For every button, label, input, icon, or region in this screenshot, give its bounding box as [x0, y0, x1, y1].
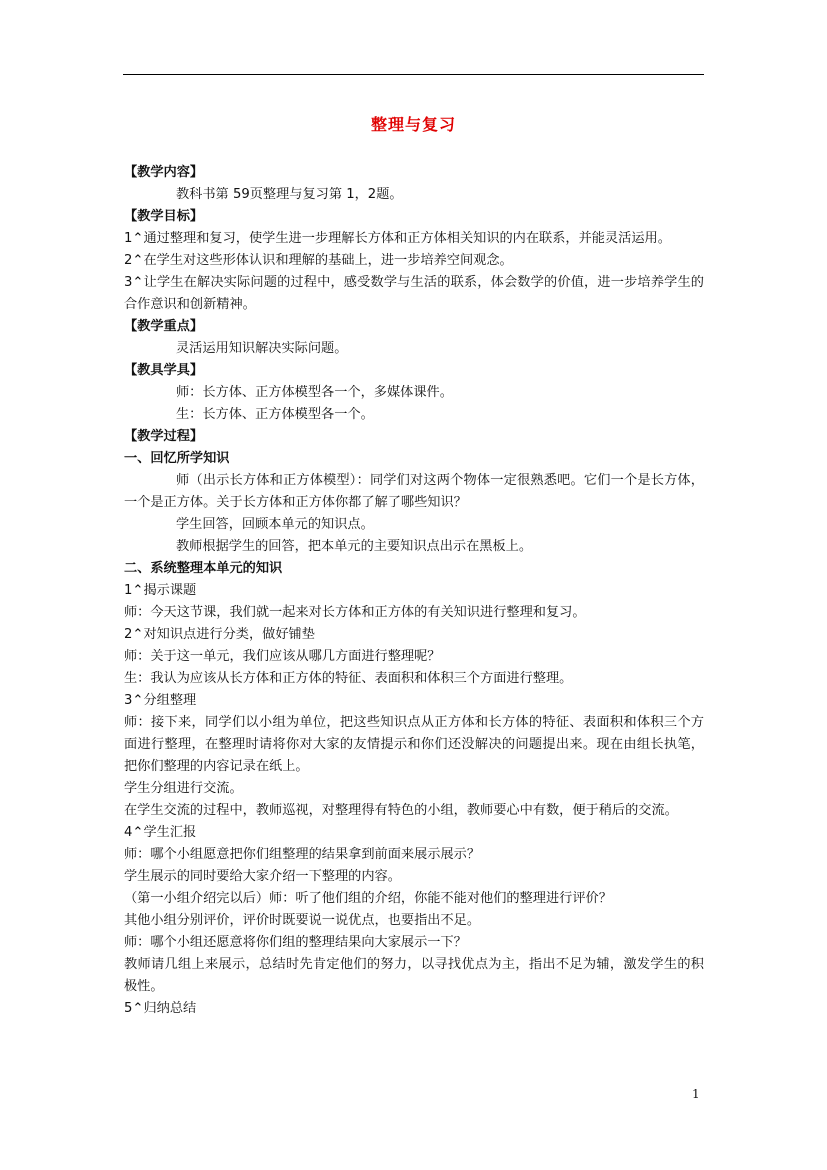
paragraph: 生：长方体、正方体模型各一个。 [176, 407, 374, 422]
paragraph: 在学生交流的过程中，教师巡视，对整理得有特色的小组，教师要心中有数，便于稍后的交流。 [124, 803, 678, 818]
paragraph: 其他小组分别评价，评价时既要说一说优点，也要指出不足。 [124, 913, 481, 928]
paragraph: 师：关于这一单元，我们应该从哪几方面进行整理呢？ [124, 649, 441, 664]
paragraph: 师：今天这节课，我们就一起来对长方体和正方体的有关知识进行整理和复习。 [124, 605, 586, 620]
header-rule [123, 74, 704, 75]
step-heading: 4⌃学生汇报 [124, 825, 197, 840]
objective-item: 2⌃在学生对这些形体认识和理解的基础上，进一步培养空间观念。 [124, 253, 513, 268]
paragraph: 师（出示长方体和正方体模型）：同学们对这两个物体一定很熟悉吧。它们一个是长方体，一个是正方体。关于长方体和正方体你都了解了哪些知识？ [124, 473, 704, 510]
step-heading: 2⌃对知识点进行分类，做好铺垫 [124, 627, 315, 642]
paragraph: 学生展示的同时要给大家介绍一下整理的内容。 [124, 869, 401, 884]
objective-item: 3⌃让学生在解决实际问题的过程中，感受数学与生活的联系，体会数学的价值，进一步培养学生的合作意识和创新精神。 [124, 275, 704, 312]
paragraph: 师：哪个小组愿意把你们组整理的结果拿到前面来展示展示？ [124, 847, 481, 862]
step-heading: 5⌃归纳总结 [124, 1001, 197, 1016]
document-body [124, 162, 704, 1020]
paragraph: 灵活运用知识解决实际问题。 [176, 341, 348, 356]
page-title: 整理与复习 [370, 115, 456, 134]
section-heading: 【教具学具】 [124, 363, 204, 378]
paragraph: 师：哪个小组还愿意将你们组的整理结果向大家展示一下？ [124, 935, 467, 950]
subsection-heading: 二、系统整理本单元的知识 [124, 561, 283, 576]
section-heading: 【教学内容】 [124, 165, 204, 180]
objective-item: 1⌃通过整理和复习，使学生进一步理解长方体和正方体相关知识的内在联系，并能灵活运用。 [124, 231, 671, 246]
paragraph: 师：接下来，同学们以小组为单位，把这些知识点从正方体和长方体的特征、表面积和体积三个方面进行整理，在整理时请将你对大家的友情提示和你们还没解决的问题提出来。现在由组长执笔，把你们整理的内容记录在纸上。 [124, 715, 704, 774]
paragraph: 教科书第 59页整理与复习第 1，2题。 [176, 187, 403, 202]
paragraph: 学生回答，回顾本单元的知识点。 [176, 517, 374, 532]
step-heading: 1⌃揭示课题 [124, 583, 197, 598]
paragraph: 生：我认为应该从长方体和正方体的特征、表面积和体积三个方面进行整理。 [124, 671, 573, 686]
paragraph: （第一小组介绍完以后）师：听了他们组的介绍，你能不能对他们的整理进行评价？ [124, 891, 612, 906]
section-heading: 【教学重点】 [124, 319, 204, 334]
section-heading: 【教学目标】 [124, 209, 204, 224]
paragraph: 师：长方体、正方体模型各一个，多媒体课件。 [176, 385, 453, 400]
section-heading: 【教学过程】 [124, 429, 204, 444]
step-heading: 3⌃分组整理 [124, 693, 197, 708]
subsection-heading: 一、回忆所学知识 [124, 451, 230, 466]
paragraph: 教师请几组上来展示，总结时先肯定他们的努力，以寻找优点为主，指出不足为辅，激发学生的积极性。 [124, 957, 704, 994]
paragraph: 教师根据学生的回答，把本单元的主要知识点出示在黑板上。 [176, 539, 533, 554]
page-number: 1 [692, 1087, 700, 1101]
paragraph: 学生分组进行交流。 [124, 781, 243, 796]
